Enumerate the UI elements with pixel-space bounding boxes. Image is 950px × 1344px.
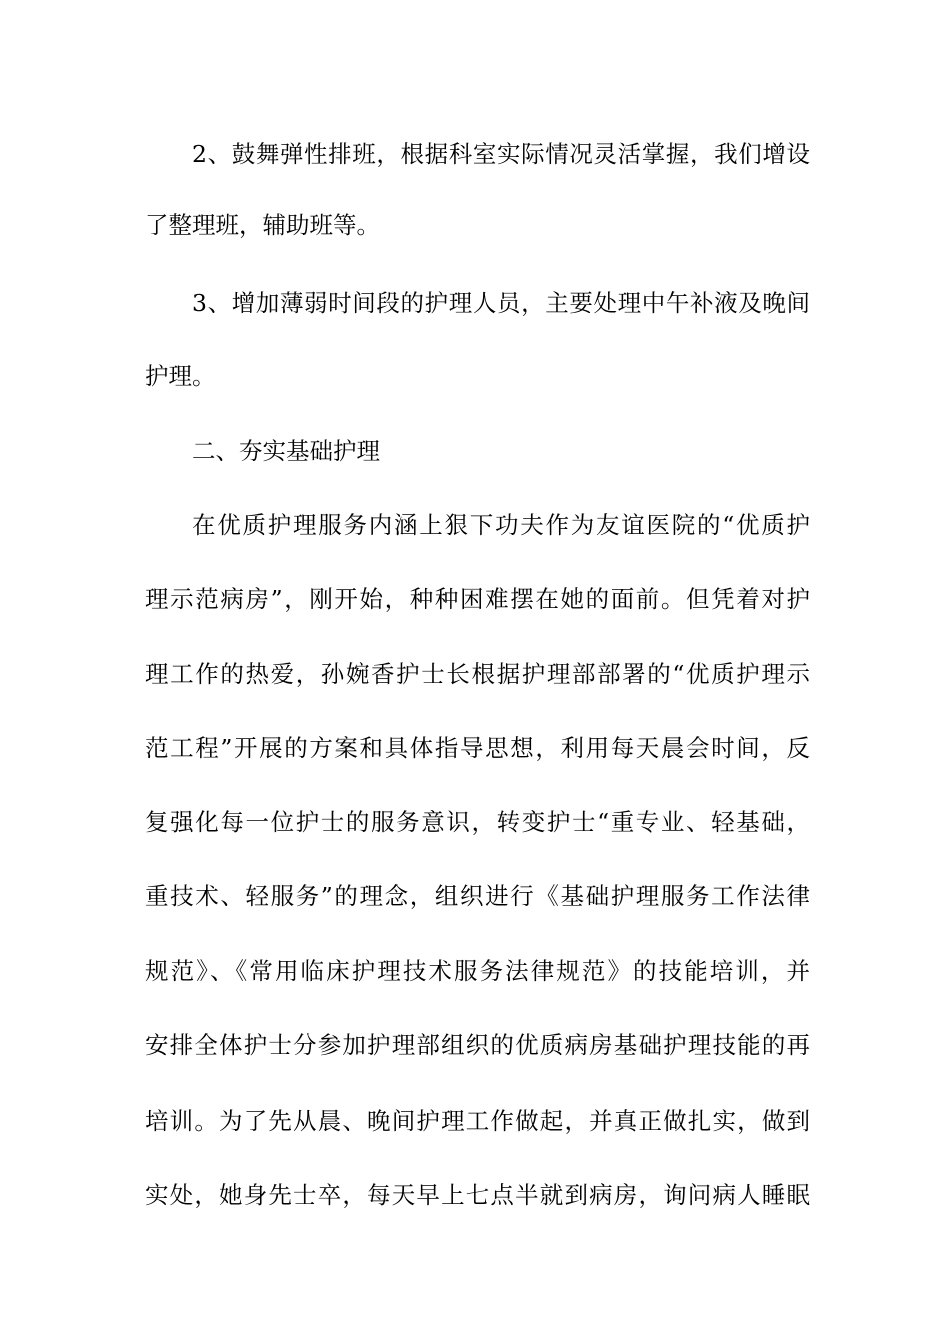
- paragraph-line-6: 在优质护理服务内涵上狠下功夫作为友谊医院的“优质护: [192, 511, 810, 539]
- paragraph-line-8: 理工作的热爱，孙婉香护士长根据护理部部署的“优质护理示: [145, 660, 810, 688]
- paragraph-line-14: 培训。为了先从晨、晚间护理工作做起，并真正做扎实，做到: [145, 1107, 810, 1135]
- paragraph-line-4: 护理。: [145, 362, 216, 390]
- paragraph-line-7: 理示范病房”，刚开始，种种困难摆在她的面前。但凭着对护: [145, 585, 810, 613]
- paragraph-line-10: 复强化每一位护士的服务意识，转变护士“重专业、轻基础，: [145, 808, 810, 836]
- paragraph-line-13: 安排全体护士分参加护理部组织的优质病房基础护理技能的再: [145, 1031, 810, 1059]
- paragraph-line-11: 重技术、轻服务”的理念，组织进行《基础护理服务工作法律: [145, 882, 810, 910]
- section-heading: 二、夯实基础护理: [192, 437, 380, 465]
- paragraph-line-12: 规范》、《常用临床护理技术服务法律规范》的技能培训，并: [145, 957, 810, 985]
- paragraph-line-1: 2、鼓舞弹性排班，根据科室实际情况灵活掌握，我们增设: [192, 140, 810, 168]
- paragraph-line-3: 3、增加薄弱时间段的护理人员，主要处理中午补液及晚间: [192, 289, 810, 317]
- paragraph-line-15: 实处，她身先士卒，每天早上七点半就到病房，询问病人睡眠: [145, 1181, 810, 1209]
- paragraph-line-2: 了整理班，辅助班等。: [145, 211, 380, 239]
- paragraph-line-9: 范工程”开展的方案和具体指导思想，利用每天晨会时间，反: [145, 734, 810, 762]
